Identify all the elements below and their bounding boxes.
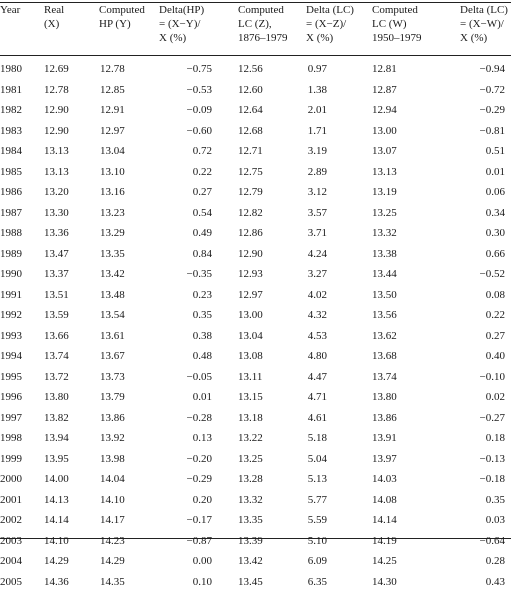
table-cell-real-x: 14.29 bbox=[36, 551, 91, 572]
table-cell-year: 1995 bbox=[0, 367, 36, 388]
table-cell-computed-lc-w: 13.74 bbox=[364, 367, 444, 388]
table-cell-delta-lc-w: 0.06 bbox=[444, 182, 511, 203]
table-cell-delta-lc-w: −0.18 bbox=[444, 469, 511, 490]
table-cell-year: 1999 bbox=[0, 449, 36, 470]
table-row bbox=[0, 367, 511, 388]
table-cell-real-x: 14.14 bbox=[36, 510, 91, 531]
table-cell-delta-lc-z: 3.71 bbox=[294, 223, 364, 244]
table-cell-real-x: 13.59 bbox=[36, 305, 91, 326]
table-cell-real-x: 13.37 bbox=[36, 264, 91, 285]
table-cell-computed-hp-y: 14.04 bbox=[91, 469, 146, 490]
table-cell-real-x: 13.13 bbox=[36, 162, 91, 183]
table-cell-computed-hp-y: 13.04 bbox=[91, 141, 146, 162]
table-cell-delta-hp: −0.75 bbox=[146, 59, 229, 80]
table-cell-computed-lc-z: 13.18 bbox=[229, 408, 294, 429]
table-cell-year: 2000 bbox=[0, 469, 36, 490]
column-header-line: LC (Z), bbox=[238, 17, 294, 31]
header-row bbox=[0, 0, 511, 59]
table-cell-computed-hp-y: 14.35 bbox=[91, 572, 146, 592]
table-cell-delta-lc-w: 0.35 bbox=[444, 490, 511, 511]
table-cell-computed-hp-y: 13.29 bbox=[91, 223, 146, 244]
table-cell-delta-hp: 0.49 bbox=[146, 223, 229, 244]
table-cell-computed-lc-w: 14.03 bbox=[364, 469, 444, 490]
table-cell-computed-lc-z: 13.15 bbox=[229, 387, 294, 408]
table-cell-computed-hp-y: 13.73 bbox=[91, 367, 146, 388]
column-header-line: (X) bbox=[44, 17, 91, 31]
table-cell-delta-hp: 0.27 bbox=[146, 182, 229, 203]
table-cell-delta-hp: 0.01 bbox=[146, 387, 229, 408]
table-cell-delta-lc-z: 5.59 bbox=[294, 510, 364, 531]
table-cell-delta-lc-w: −0.29 bbox=[444, 100, 511, 121]
table-cell-computed-hp-y: 13.35 bbox=[91, 244, 146, 265]
table-cell-delta-lc-w: −0.13 bbox=[444, 449, 511, 470]
table-cell-delta-hp: 0.35 bbox=[146, 305, 229, 326]
column-header-delta-hp bbox=[146, 0, 229, 59]
table-cell-year: 1987 bbox=[0, 203, 36, 224]
table-cell-delta-hp: 0.13 bbox=[146, 428, 229, 449]
table-row bbox=[0, 182, 511, 203]
table-cell-computed-lc-w: 14.19 bbox=[364, 531, 444, 552]
table-cell-delta-lc-z: 3.12 bbox=[294, 182, 364, 203]
table-cell-real-x: 13.66 bbox=[36, 326, 91, 347]
table-cell-computed-lc-z: 12.79 bbox=[229, 182, 294, 203]
table-cell-delta-lc-z: 3.57 bbox=[294, 203, 364, 224]
column-header-line: Year bbox=[0, 3, 36, 17]
table-cell-year: 2001 bbox=[0, 490, 36, 511]
table-cell-delta-lc-w: −0.64 bbox=[444, 531, 511, 552]
table-cell-computed-lc-z: 12.82 bbox=[229, 203, 294, 224]
table-row bbox=[0, 449, 511, 470]
table-cell-computed-lc-w: 14.08 bbox=[364, 490, 444, 511]
table-cell-year: 1993 bbox=[0, 326, 36, 347]
table-cell-real-x: 14.36 bbox=[36, 572, 91, 592]
table-cell-computed-lc-z: 12.90 bbox=[229, 244, 294, 265]
table-cell-delta-hp: −0.53 bbox=[146, 80, 229, 101]
column-header-line: Real bbox=[44, 3, 91, 17]
table-cell-delta-lc-z: 2.89 bbox=[294, 162, 364, 183]
table-cell-year: 1991 bbox=[0, 285, 36, 306]
table-cell-computed-lc-w: 13.68 bbox=[364, 346, 444, 367]
table-cell-delta-hp: −0.28 bbox=[146, 408, 229, 429]
table-cell-delta-lc-w: 0.02 bbox=[444, 387, 511, 408]
table-cell-delta-lc-z: 5.77 bbox=[294, 490, 364, 511]
table-cell-year: 1990 bbox=[0, 264, 36, 285]
table-cell-computed-hp-y: 13.98 bbox=[91, 449, 146, 470]
table-row bbox=[0, 346, 511, 367]
table-cell-delta-lc-w: 0.34 bbox=[444, 203, 511, 224]
table-cell-computed-hp-y: 13.79 bbox=[91, 387, 146, 408]
table-cell-computed-lc-w: 13.80 bbox=[364, 387, 444, 408]
table-cell-computed-lc-z: 13.04 bbox=[229, 326, 294, 347]
table-cell-delta-lc-w: 0.51 bbox=[444, 141, 511, 162]
table-row bbox=[0, 80, 511, 101]
table-cell-delta-hp: 0.72 bbox=[146, 141, 229, 162]
table-cell-computed-lc-z: 12.64 bbox=[229, 100, 294, 121]
table-cell-delta-lc-w: 0.40 bbox=[444, 346, 511, 367]
table-row bbox=[0, 264, 511, 285]
table-cell-delta-hp: −0.35 bbox=[146, 264, 229, 285]
table-row bbox=[0, 469, 511, 490]
table-row bbox=[0, 244, 511, 265]
table-cell-computed-lc-z: 12.56 bbox=[229, 59, 294, 80]
column-header-line: Computed bbox=[238, 3, 294, 17]
table-cell-delta-lc-w: −0.10 bbox=[444, 367, 511, 388]
table-cell-computed-hp-y: 12.85 bbox=[91, 80, 146, 101]
column-header-line: = (X−Y)/ bbox=[159, 17, 229, 31]
table-cell-real-x: 12.69 bbox=[36, 59, 91, 80]
table-cell-computed-lc-w: 12.94 bbox=[364, 100, 444, 121]
table-cell-real-x: 12.90 bbox=[36, 121, 91, 142]
table-cell-real-x: 14.13 bbox=[36, 490, 91, 511]
table-cell-real-x: 13.36 bbox=[36, 223, 91, 244]
table-cell-computed-hp-y: 12.78 bbox=[91, 59, 146, 80]
table-cell-computed-lc-w: 14.30 bbox=[364, 572, 444, 592]
table-cell-computed-lc-z: 12.93 bbox=[229, 264, 294, 285]
table-row bbox=[0, 59, 511, 80]
column-header-line: HP (Y) bbox=[99, 17, 146, 31]
table-cell-computed-lc-z: 12.68 bbox=[229, 121, 294, 142]
table-cell-delta-hp: 0.20 bbox=[146, 490, 229, 511]
table-cell-delta-lc-w: 0.28 bbox=[444, 551, 511, 572]
table-cell-real-x: 13.74 bbox=[36, 346, 91, 367]
table-cell-computed-lc-w: 13.25 bbox=[364, 203, 444, 224]
table-cell-delta-lc-z: 2.01 bbox=[294, 100, 364, 121]
table-cell-computed-lc-w: 13.19 bbox=[364, 182, 444, 203]
table-cell-real-x: 13.94 bbox=[36, 428, 91, 449]
table-cell-computed-hp-y: 12.91 bbox=[91, 100, 146, 121]
table-row bbox=[0, 223, 511, 244]
table-cell-year: 2004 bbox=[0, 551, 36, 572]
table-cell-computed-lc-w: 12.87 bbox=[364, 80, 444, 101]
table-cell-real-x: 14.10 bbox=[36, 531, 91, 552]
table-row bbox=[0, 510, 511, 531]
table-cell-computed-lc-w: 13.38 bbox=[364, 244, 444, 265]
table-cell-delta-hp: 0.38 bbox=[146, 326, 229, 347]
table-cell-real-x: 12.78 bbox=[36, 80, 91, 101]
table-cell-delta-lc-w: 0.03 bbox=[444, 510, 511, 531]
table-cell-delta-lc-z: 0.97 bbox=[294, 59, 364, 80]
table-cell-delta-lc-z: 4.80 bbox=[294, 346, 364, 367]
table-cell-delta-hp: 0.10 bbox=[146, 572, 229, 592]
table-cell-delta-hp: −0.17 bbox=[146, 510, 229, 531]
table-cell-delta-lc-w: 0.43 bbox=[444, 572, 511, 592]
table-cell-computed-lc-z: 13.25 bbox=[229, 449, 294, 470]
table-cell-computed-lc-w: 13.86 bbox=[364, 408, 444, 429]
table-cell-computed-hp-y: 13.92 bbox=[91, 428, 146, 449]
table-row bbox=[0, 100, 511, 121]
table-cell-year: 1983 bbox=[0, 121, 36, 142]
table-cell-computed-hp-y: 13.16 bbox=[91, 182, 146, 203]
column-header-computed-lc-z bbox=[229, 0, 294, 59]
column-header-delta-lc-w bbox=[444, 0, 511, 59]
table-cell-delta-lc-z: 1.71 bbox=[294, 121, 364, 142]
table-cell-delta-hp: −0.05 bbox=[146, 367, 229, 388]
table-cell-delta-lc-z: 3.27 bbox=[294, 264, 364, 285]
table-cell-delta-lc-z: 4.61 bbox=[294, 408, 364, 429]
table-cell-computed-lc-z: 13.32 bbox=[229, 490, 294, 511]
table-cell-delta-lc-w: −0.52 bbox=[444, 264, 511, 285]
table-cell-delta-hp: −0.87 bbox=[146, 531, 229, 552]
table-cell-computed-lc-z: 12.60 bbox=[229, 80, 294, 101]
table-cell-computed-lc-z: 13.39 bbox=[229, 531, 294, 552]
table-cell-computed-lc-z: 12.86 bbox=[229, 223, 294, 244]
table-cell-delta-lc-w: −0.72 bbox=[444, 80, 511, 101]
table-row bbox=[0, 141, 511, 162]
table-cell-delta-lc-z: 4.71 bbox=[294, 387, 364, 408]
table-cell-real-x: 13.80 bbox=[36, 387, 91, 408]
table-cell-real-x: 13.51 bbox=[36, 285, 91, 306]
table-cell-real-x: 14.00 bbox=[36, 469, 91, 490]
table-cell-computed-lc-z: 13.45 bbox=[229, 572, 294, 592]
table-cell-year: 2005 bbox=[0, 572, 36, 592]
column-header-line: = (X−W)/ bbox=[460, 17, 511, 31]
table-cell-computed-lc-w: 14.14 bbox=[364, 510, 444, 531]
table-cell-computed-lc-w: 13.50 bbox=[364, 285, 444, 306]
table-cell-delta-lc-w: 0.01 bbox=[444, 162, 511, 183]
column-header-line: Delta (LC) bbox=[460, 3, 511, 17]
table-cell-delta-lc-z: 6.09 bbox=[294, 551, 364, 572]
column-header-line: Delta (LC) bbox=[306, 3, 364, 17]
table-cell-computed-lc-w: 13.32 bbox=[364, 223, 444, 244]
table-row bbox=[0, 285, 511, 306]
table-cell-year: 1998 bbox=[0, 428, 36, 449]
table-cell-year: 1981 bbox=[0, 80, 36, 101]
table-row bbox=[0, 408, 511, 429]
table-row bbox=[0, 551, 511, 572]
table-cell-delta-lc-w: 0.66 bbox=[444, 244, 511, 265]
table-cell-delta-lc-z: 5.18 bbox=[294, 428, 364, 449]
column-header-delta-lc-z bbox=[294, 0, 364, 59]
table-cell-computed-hp-y: 13.61 bbox=[91, 326, 146, 347]
table-header bbox=[0, 0, 511, 59]
column-header-computed-lc-w bbox=[364, 0, 444, 59]
column-header-real-x bbox=[36, 0, 91, 59]
table-cell-year: 2002 bbox=[0, 510, 36, 531]
table-cell-delta-lc-z: 5.04 bbox=[294, 449, 364, 470]
table-cell-delta-lc-z: 6.35 bbox=[294, 572, 364, 592]
table-cell-real-x: 13.13 bbox=[36, 141, 91, 162]
table-cell-delta-lc-z: 4.02 bbox=[294, 285, 364, 306]
table-row bbox=[0, 490, 511, 511]
table-body bbox=[0, 59, 511, 592]
table-cell-year: 1986 bbox=[0, 182, 36, 203]
table-cell-delta-lc-z: 4.47 bbox=[294, 367, 364, 388]
table-cell-delta-hp: −0.29 bbox=[146, 469, 229, 490]
table-cell-real-x: 13.47 bbox=[36, 244, 91, 265]
table-cell-year: 1992 bbox=[0, 305, 36, 326]
table-row bbox=[0, 162, 511, 183]
table-cell-delta-lc-w: 0.30 bbox=[444, 223, 511, 244]
table-cell-delta-lc-w: 0.22 bbox=[444, 305, 511, 326]
table-cell-real-x: 13.82 bbox=[36, 408, 91, 429]
table-cell-computed-lc-z: 12.71 bbox=[229, 141, 294, 162]
table-cell-delta-lc-w: −0.27 bbox=[444, 408, 511, 429]
column-header-line: X (%) bbox=[460, 31, 511, 45]
column-header-line: LC (W) bbox=[372, 17, 444, 31]
table-cell-real-x: 13.30 bbox=[36, 203, 91, 224]
table-cell-computed-lc-z: 13.42 bbox=[229, 551, 294, 572]
table-cell-delta-lc-w: −0.94 bbox=[444, 59, 511, 80]
table-cell-computed-lc-w: 12.81 bbox=[364, 59, 444, 80]
table-cell-delta-lc-z: 4.32 bbox=[294, 305, 364, 326]
table-cell-computed-lc-w: 13.97 bbox=[364, 449, 444, 470]
column-header-line: 1876–1979 bbox=[238, 31, 294, 45]
table-cell-year: 1996 bbox=[0, 387, 36, 408]
table-cell-delta-hp: 0.48 bbox=[146, 346, 229, 367]
table-cell-computed-hp-y: 14.23 bbox=[91, 531, 146, 552]
table-cell-delta-hp: −0.20 bbox=[146, 449, 229, 470]
table-cell-computed-lc-z: 12.97 bbox=[229, 285, 294, 306]
table-cell-computed-hp-y: 13.10 bbox=[91, 162, 146, 183]
table-row bbox=[0, 531, 511, 552]
table-cell-computed-hp-y: 14.29 bbox=[91, 551, 146, 572]
table-cell-computed-lc-w: 13.07 bbox=[364, 141, 444, 162]
table-cell-computed-hp-y: 12.97 bbox=[91, 121, 146, 142]
column-header-line: Delta(HP) bbox=[159, 3, 229, 17]
column-header-line: Computed bbox=[99, 3, 146, 17]
table-cell-computed-hp-y: 14.10 bbox=[91, 490, 146, 511]
table-cell-year: 1985 bbox=[0, 162, 36, 183]
column-header-computed-hp-y bbox=[91, 0, 146, 59]
table-cell-delta-hp: 0.54 bbox=[146, 203, 229, 224]
table-cell-delta-lc-w: 0.08 bbox=[444, 285, 511, 306]
table-cell-year: 1997 bbox=[0, 408, 36, 429]
table-cell-year: 1980 bbox=[0, 59, 36, 80]
table-cell-computed-hp-y: 13.23 bbox=[91, 203, 146, 224]
table-cell-delta-lc-z: 3.19 bbox=[294, 141, 364, 162]
table-cell-delta-hp: 0.84 bbox=[146, 244, 229, 265]
table-cell-computed-lc-w: 14.25 bbox=[364, 551, 444, 572]
table-cell-year: 1984 bbox=[0, 141, 36, 162]
table-cell-computed-lc-w: 13.56 bbox=[364, 305, 444, 326]
table-cell-computed-hp-y: 13.54 bbox=[91, 305, 146, 326]
table-row bbox=[0, 305, 511, 326]
table-cell-delta-hp: 0.22 bbox=[146, 162, 229, 183]
table-row bbox=[0, 387, 511, 408]
table-cell-delta-lc-w: −0.81 bbox=[444, 121, 511, 142]
table-cell-computed-lc-z: 13.00 bbox=[229, 305, 294, 326]
column-header-year bbox=[0, 0, 36, 59]
table-cell-year: 1989 bbox=[0, 244, 36, 265]
table-cell-delta-hp: 0.23 bbox=[146, 285, 229, 306]
table-cell-delta-lc-z: 1.38 bbox=[294, 80, 364, 101]
table-cell-computed-lc-w: 13.00 bbox=[364, 121, 444, 142]
table-cell-computed-lc-w: 13.91 bbox=[364, 428, 444, 449]
table-cell-delta-hp: 0.00 bbox=[146, 551, 229, 572]
table-cell-delta-hp: −0.09 bbox=[146, 100, 229, 121]
table-cell-computed-hp-y: 13.48 bbox=[91, 285, 146, 306]
table-cell-delta-lc-z: 4.53 bbox=[294, 326, 364, 347]
column-header-line: 1950–1979 bbox=[372, 31, 444, 45]
column-header-line: X (%) bbox=[306, 31, 364, 45]
table-cell-delta-lc-z: 5.13 bbox=[294, 469, 364, 490]
table-cell-computed-lc-z: 13.35 bbox=[229, 510, 294, 531]
table-cell-delta-lc-w: 0.18 bbox=[444, 428, 511, 449]
column-header-line: Computed bbox=[372, 3, 444, 17]
table-cell-real-x: 13.20 bbox=[36, 182, 91, 203]
table-cell-year: 1988 bbox=[0, 223, 36, 244]
table-cell-computed-hp-y: 14.17 bbox=[91, 510, 146, 531]
table-cell-real-x: 13.72 bbox=[36, 367, 91, 388]
table-row bbox=[0, 203, 511, 224]
table-cell-delta-lc-z: 5.10 bbox=[294, 531, 364, 552]
table-cell-delta-lc-z: 4.24 bbox=[294, 244, 364, 265]
table-cell-computed-lc-z: 12.75 bbox=[229, 162, 294, 183]
table-cell-computed-lc-w: 13.62 bbox=[364, 326, 444, 347]
table-cell-computed-hp-y: 13.67 bbox=[91, 346, 146, 367]
column-header-line: X (%) bbox=[159, 31, 229, 45]
table-row bbox=[0, 121, 511, 142]
table-row bbox=[0, 428, 511, 449]
table-cell-computed-lc-z: 13.22 bbox=[229, 428, 294, 449]
table-cell-delta-hp: −0.60 bbox=[146, 121, 229, 142]
column-header-line: = (X−Z)/ bbox=[306, 17, 364, 31]
table-cell-computed-lc-w: 13.13 bbox=[364, 162, 444, 183]
table-cell-real-x: 13.95 bbox=[36, 449, 91, 470]
table-cell-year: 1994 bbox=[0, 346, 36, 367]
table-cell-year: 1982 bbox=[0, 100, 36, 121]
table-row bbox=[0, 326, 511, 347]
table-cell-year: 2003 bbox=[0, 531, 36, 552]
table-cell-computed-lc-z: 13.28 bbox=[229, 469, 294, 490]
table-cell-real-x: 12.90 bbox=[36, 100, 91, 121]
table-cell-delta-lc-w: 0.27 bbox=[444, 326, 511, 347]
table-cell-computed-lc-w: 13.44 bbox=[364, 264, 444, 285]
table-cell-computed-lc-z: 13.11 bbox=[229, 367, 294, 388]
table-row bbox=[0, 572, 511, 592]
table-cell-computed-hp-y: 13.86 bbox=[91, 408, 146, 429]
table-cell-computed-lc-z: 13.08 bbox=[229, 346, 294, 367]
table-cell-computed-hp-y: 13.42 bbox=[91, 264, 146, 285]
